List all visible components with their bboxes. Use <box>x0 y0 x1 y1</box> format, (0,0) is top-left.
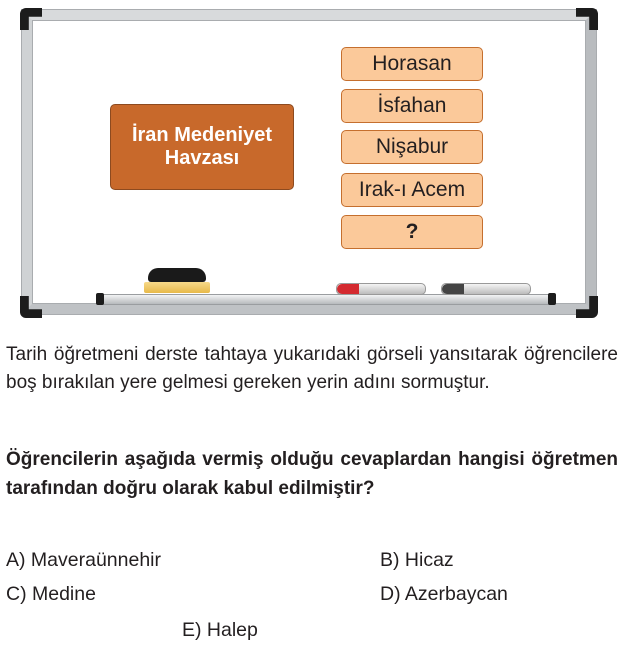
marker-tray <box>100 294 554 305</box>
civilization-title-box: İran Medeniyet Havzası <box>110 104 294 190</box>
region-item-4: Irak-ı Acem <box>341 173 483 207</box>
region-item-blank: ? <box>341 215 483 249</box>
region-item-1: Horasan <box>341 47 483 81</box>
black-marker-icon <box>441 283 531 295</box>
option-e[interactable]: E) Halep <box>182 619 258 641</box>
tray-end-right <box>548 293 556 305</box>
eraser-icon <box>144 268 210 295</box>
whiteboard-frame <box>22 10 596 314</box>
question-paragraph: Tarih öğretmeni derste tahtaya yukarıdaki görseli yansıtarak öğrencilere boş bırakılan yere gelmesi gereken yerin adını sormuştur. <box>6 344 618 393</box>
tray-end-left <box>96 293 104 305</box>
option-b[interactable]: B) Hicaz <box>380 549 454 571</box>
region-item-3: Nişabur <box>341 130 483 164</box>
red-marker-icon <box>336 283 426 295</box>
region-item-2: İsfahan <box>341 89 483 123</box>
option-c[interactable]: C) Medine <box>6 583 96 605</box>
option-a[interactable]: A) Maveraünnehir <box>6 549 161 571</box>
option-d[interactable]: D) Azerbaycan <box>380 583 508 605</box>
whiteboard <box>22 10 596 318</box>
question-prompt: Öğrencilerin aşağıda vermiş olduğu cevaplardan hangisi öğretmen tarafından doğru olarak kabul edilmiştir? <box>6 449 618 499</box>
